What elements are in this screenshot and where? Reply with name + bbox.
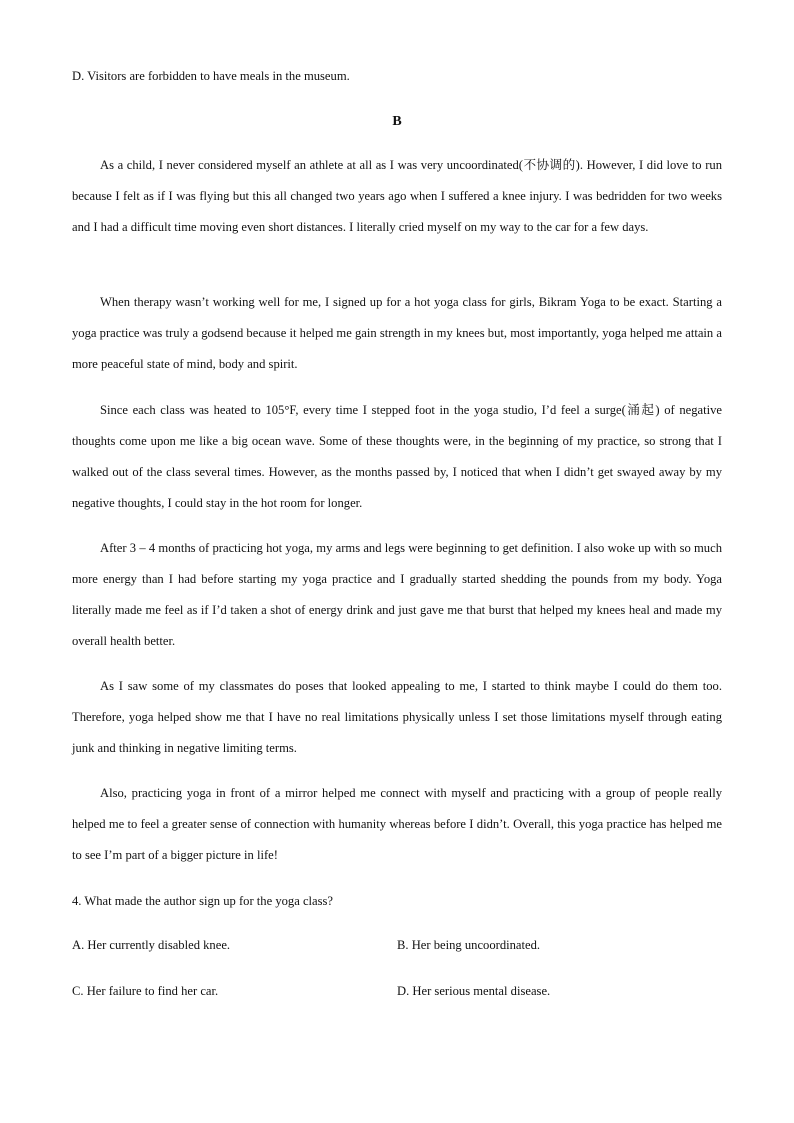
option-a: A. Her currently disabled knee.	[72, 938, 231, 952]
section-heading: B	[392, 114, 402, 129]
paragraph-6: Also, practicing yoga in front of a mirror helped me connect with myself and practicing with a group of people really helped me to feel a greater sense of connection with humanity whereas before I didn’t. Overall, this yoga practice has helped me to see I’m part of a bigger picture in life!	[72, 786, 722, 862]
paragraph-5: As I saw some of my classmates do poses that looked appealing to me, I started to think maybe I could do them too. Therefore, yoga helped show me that I have no real limitations physically unless I set those limitations myself through eating junk and thinking in negative limiting terms.	[72, 679, 722, 755]
option-d: D. Her serious mental disease.	[397, 984, 551, 998]
paragraph-2: When therapy wasn’t working well for me, I signed up for a hot yoga class for girls, Bikram Yoga to be exact. Starting a yoga practice was truly a godsend because it helped me gain strength in my knees but, most importantly, yoga helped me attain a more peaceful state of mind, body and spirit.	[72, 295, 722, 371]
paragraph-1: As a child, I never considered myself an athlete at all as I was very uncoordinated(不协调的). However, I did love to run because I felt as if I was flying but this all changed two years ago when I suffered a knee injury. I was bedridden for two weeks and I had a difficult time moving even short distances. I literally cried myself on my way to the car for a few days.	[72, 158, 722, 234]
previous-option-d: D. Visitors are forbidden to have meals in the museum.	[72, 69, 350, 83]
paragraph-4: After 3 – 4 months of practicing hot yoga, my arms and legs were beginning to get definition. I also woke up with so much more energy than I had before starting my yoga practice and I gradually started shedding the pounds from my body. Yoga literally made me feel as if I’d taken a shot of energy drink and just gave me that burst that helped my knees heal and made my overall health better.	[72, 541, 722, 648]
paragraph-3: Since each class was heated to 105°F, every time I stepped foot in the yoga studio, I’d feel a surge(涌起) of negative thoughts come upon me like a big ocean wave. Some of these thoughts were, in the beginning of my practice, so strong that I walked out of the class several times. However, as the months passed by, I noticed that when I didn’t get swayed away by my negative thoughts, I could stay in the hot room for longer.	[72, 403, 722, 510]
question-stem: 4. What made the author sign up for the yoga class?	[72, 894, 334, 908]
option-c: C. Her failure to find her car.	[72, 984, 219, 998]
option-b: B. Her being uncoordinated.	[397, 938, 541, 952]
